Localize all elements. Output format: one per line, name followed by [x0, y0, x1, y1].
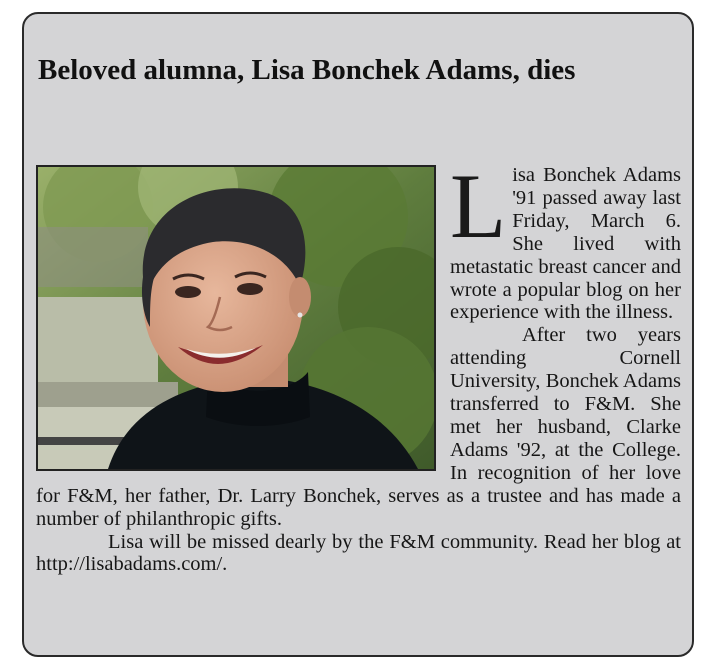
article-card — [22, 12, 694, 657]
portrait-photo — [36, 165, 436, 471]
paragraph-3: Lisa will be missed dearly by the F&M community. Read her blog at http://lisabadams.com/. — [36, 530, 681, 576]
article-body — [36, 155, 681, 576]
article-headline: Beloved alumna, Lisa Bonchek Adams, dies — [38, 54, 576, 86]
paragraph-2: After two years attending Cornell University, Bonchek Adams transferred to F&M. She met her husband, Clarke Adams '92, at the College. In recognition of her love for F&M, her father, Dr. Larry Bonchek, serves as a trustee and has made a number of philanthropic gifts. — [36, 324, 681, 530]
portrait-illustration — [38, 167, 434, 469]
paragraph-1-text: isa Bonchek Adams '91 passed away last Friday, March 6. She lived with metastatic breast cancer and wrote a popular blog on her experience with the illness. — [450, 164, 681, 324]
drop-cap: L — [450, 155, 507, 257]
